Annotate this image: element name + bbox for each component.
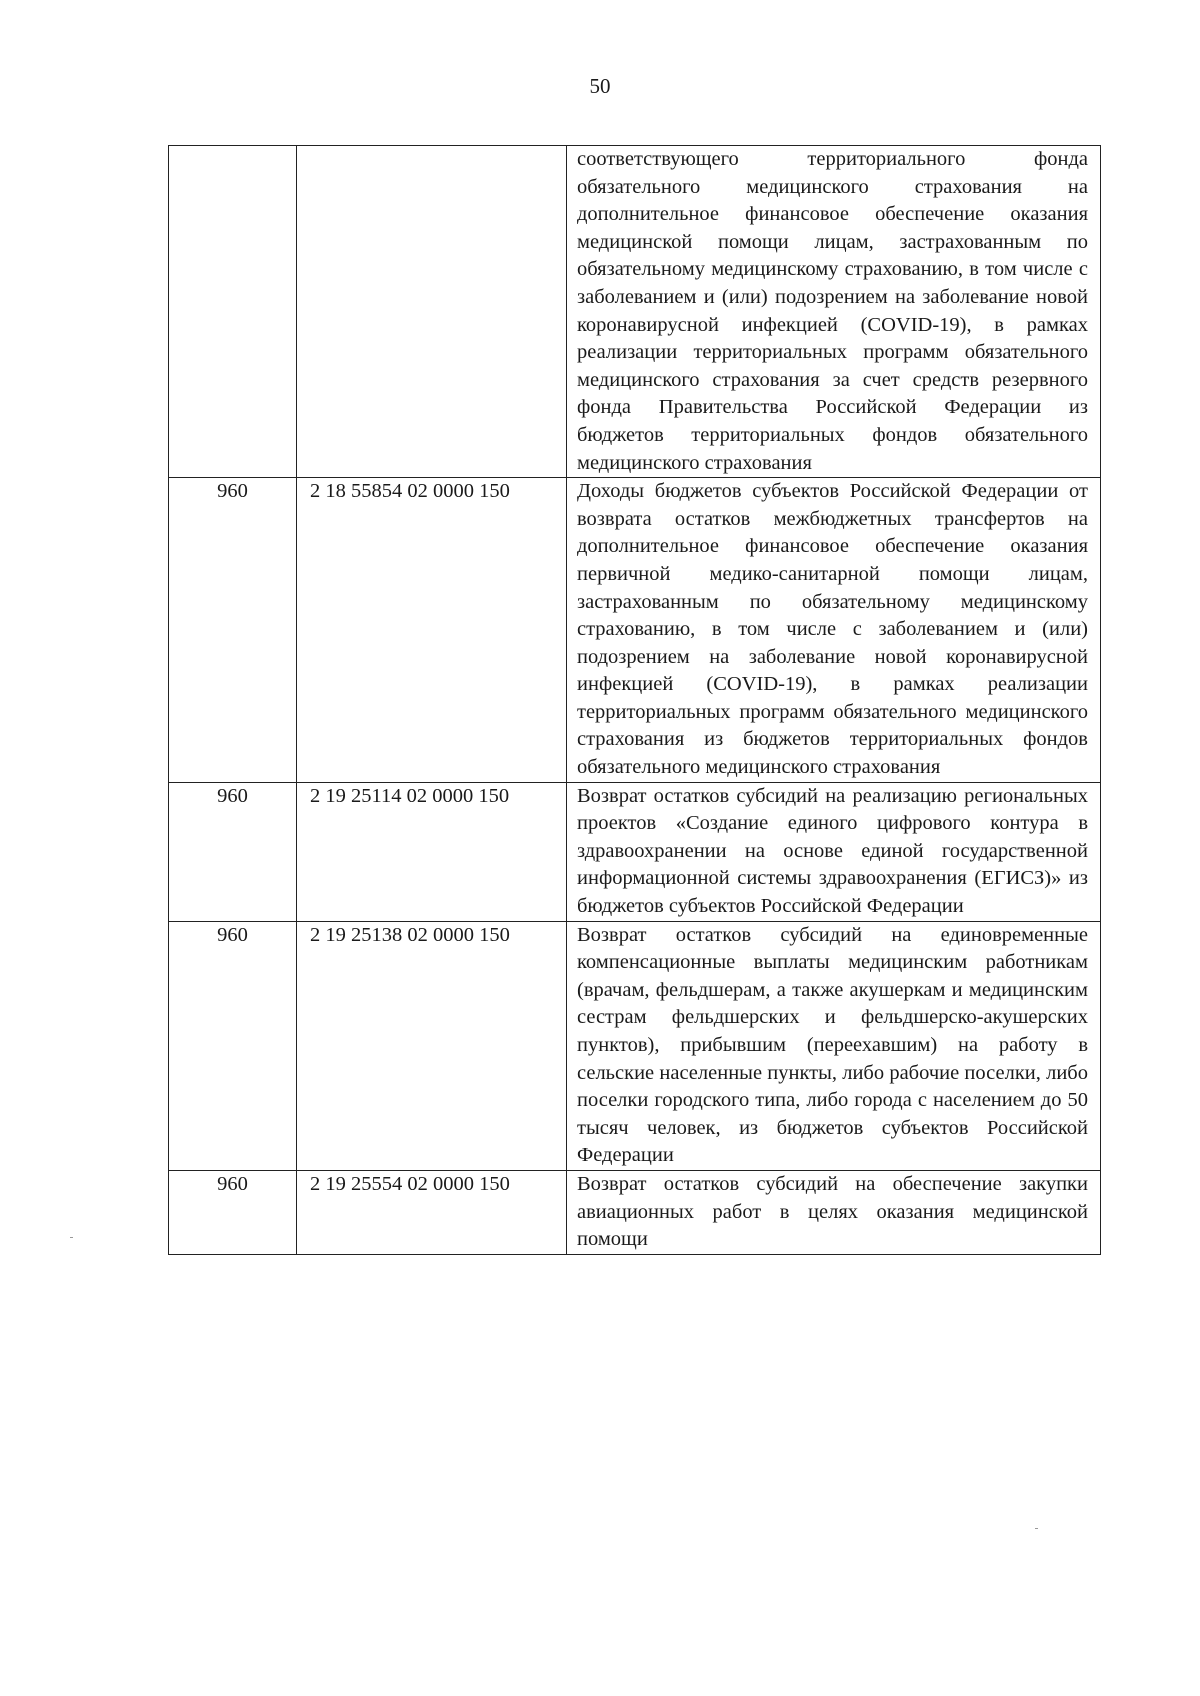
table-row <box>169 146 1101 478</box>
description-cell: Возврат остатков субсидий на обеспечение закупки авиационных работ в целях оказания медицинской помощи <box>567 1170 1101 1254</box>
scan-artifact <box>1035 1528 1038 1529</box>
admin-code-cell: 960 <box>169 921 297 1170</box>
description-cell: Доходы бюджетов субъектов Российской Федерации от возврата остатков межбюджетных трансфертов на дополнительное финансовое обеспечение оказания первичной медико-санитарной помощи лицам, застрахованным по обязательному медицинскому страхованию, в том числе с заболеванием и (или) подозрением на заболевание новой коронавирусной инфекцией (COVID-19), в рамках реализации территориальных программ обязательного медицинского страхования из бюджетов территориальных фондов обязательного медицинского страхования <box>567 478 1101 783</box>
kbk-code-cell <box>297 146 567 478</box>
description-cell: соответствующего территориального фонда обязательного медицинского страхования на дополнительное финансовое обеспечение оказания медицинской помощи лицам, застрахованным по обязательному медицинскому страхованию, в том числе с заболеванием и (или) подозрением на заболевание новой коронавирусной инфекцией (COVID-19), в рамках реализации территориальных программ обязательного медицинского страхования за счет средств резервного фонда Правительства Российской Федерации из бюджетов территориальных фондов обязательного медицинского страхования <box>567 146 1101 478</box>
kbk-code-cell: 2 19 25138 02 0000 150 <box>297 921 567 1170</box>
admin-code-cell <box>169 146 297 478</box>
description-cell: Возврат остатков субсидий на реализацию региональных проектов «Создание единого цифрового контура в здравоохранении на основе единой государственной информационной системы здравоохранения (ЕГИСЗ)» из бюджетов субъектов Российской Федерации <box>567 782 1101 921</box>
table-row <box>169 921 1101 1170</box>
table-row <box>169 1170 1101 1254</box>
page-number: 50 <box>589 74 611 98</box>
admin-code-cell: 960 <box>169 1170 297 1254</box>
table-row <box>169 478 1101 783</box>
admin-code-cell: 960 <box>169 478 297 783</box>
admin-code-cell: 960 <box>169 782 297 921</box>
table-row <box>169 782 1101 921</box>
kbk-code-cell: 2 19 25114 02 0000 150 <box>297 782 567 921</box>
kbk-code-cell: 2 19 25554 02 0000 150 <box>297 1170 567 1254</box>
income-codes-table <box>168 145 1101 1255</box>
scan-artifact <box>70 1237 73 1238</box>
kbk-code-cell: 2 18 55854 02 0000 150 <box>297 478 567 783</box>
description-cell: Возврат остатков субсидий на единовременные компенсационные выплаты медицинским работникам (врачам, фельдшерам, а также акушеркам и медицинским сестрам фельдшерских и фельдшерско-акушерских пунктов), прибывшим (переехавшим) на работу в сельские населенные пункты, либо рабочие поселки, либо поселки городского типа, либо города с населением до 50 тысяч человек, из бюджетов субъектов Российской Федерации <box>567 921 1101 1170</box>
